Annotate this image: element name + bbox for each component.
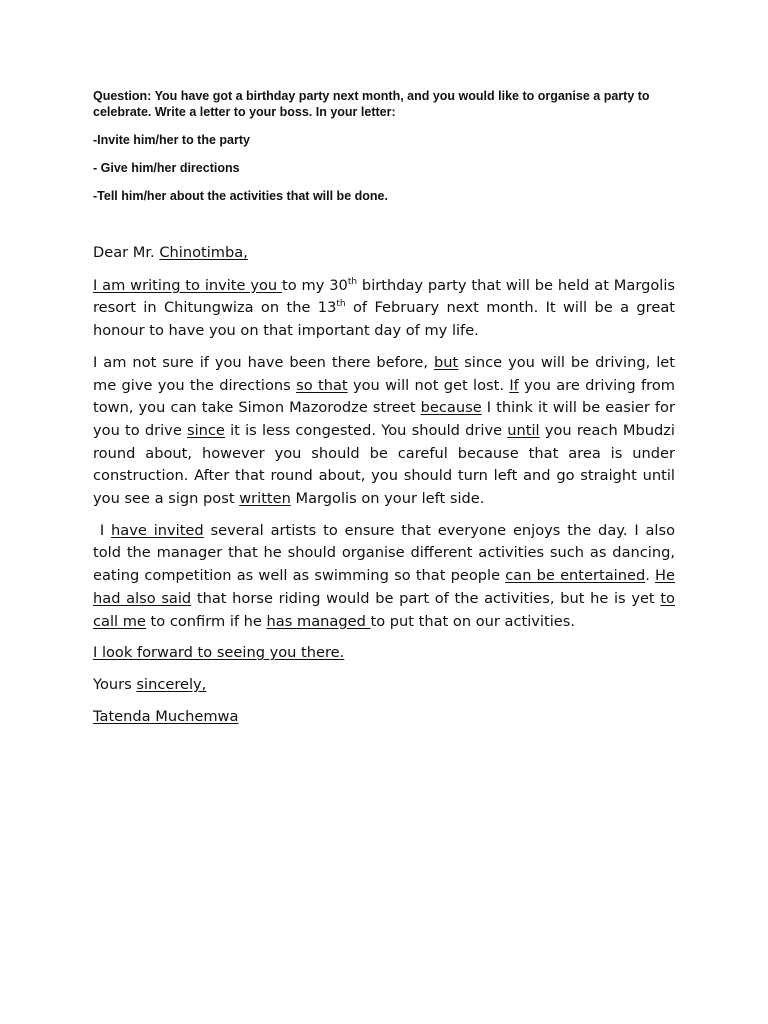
question-point-directions: - Give him/her directions xyxy=(93,161,240,175)
salutation: Dear Mr. Chinotimba, xyxy=(93,244,248,261)
question-block xyxy=(93,88,678,216)
recipient-name: Chinotimba, xyxy=(159,244,248,261)
signoff: Yours sincerely, xyxy=(93,675,207,693)
paragraph-directions: I am not sure if you have been there before, but since you will be driving, let me give you the directions so that you will not get lost. If you are driving from town, you can take Simon Mazorodze street because I think it will be easier for you to drive since it is less congested. You should drive until you reach Mbudzi round about, however you should be careful because that area is under construction. After that round about, you should turn left and go straight until you see a sign post written Margolis on your left side. xyxy=(93,353,675,508)
closing-block xyxy=(93,642,675,728)
letter-body xyxy=(93,242,675,737)
question-prompt: Question: You have got a birthday party next month, and you would like to organise a party to celebrate. Write a letter to your boss. In your letter: xyxy=(93,89,650,119)
question-point-activities: -Tell him/her about the activities that will be done. xyxy=(93,189,388,203)
paragraph-invitation: I am writing to invite you to my 30th birthday party that will be held at Margolis resort in Chitungwiza on the 13th of February next month. It will be a great honour to have you on that important day of my life. xyxy=(93,276,675,340)
question-point-invite: -Invite him/her to the party xyxy=(93,133,250,147)
signature: Tatenda Muchemwa xyxy=(93,707,239,725)
closing-line: I look forward to seeing you there. xyxy=(93,644,345,662)
paragraph-activities: I have invited several artists to ensure that everyone enjoys the day. I also told the manager that he should organise different activities such as dancing, eating competition as well as swimming so that people can be entertained. He had also said that horse riding would be part of the activities, but he is yet to call me to confirm if he has managed to put that on our activities. xyxy=(93,521,676,630)
